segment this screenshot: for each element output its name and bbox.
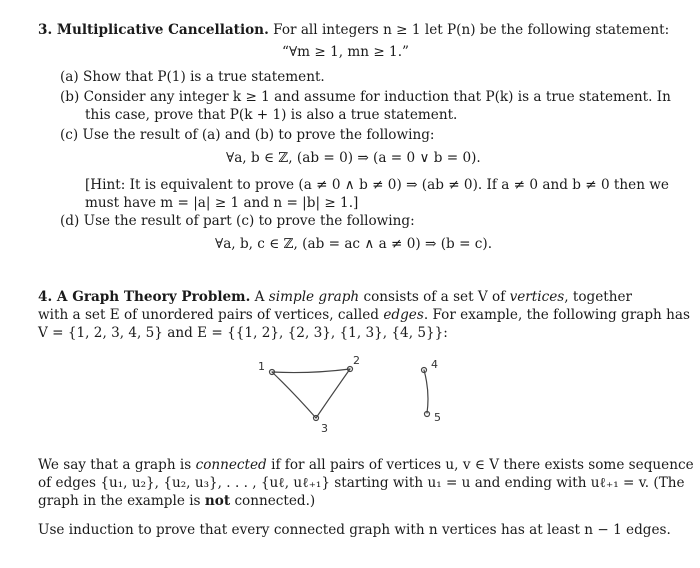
- vertex-label-5: 5: [434, 411, 441, 424]
- definition-line2: of edges {u₁, u₂}, {u₂, u₃}, . . . , {uℓ, uℓ₊₁} starting with u₁ = u and ending with uℓ₊₁ = v. (The: [38, 475, 685, 491]
- problem-4-intro-b: consists of a set V of: [363, 289, 506, 305]
- part-a: (a) Show that P(1) is a true statement.: [60, 69, 325, 85]
- vertex-label-3: 3: [321, 422, 328, 435]
- vertex-label-2: 2: [353, 354, 360, 367]
- definition-line3: [38, 492, 315, 510]
- definition-line3-b: connected.): [234, 493, 316, 509]
- vertices-term: vertices: [509, 289, 565, 305]
- hint-line2: must have m = |a| ≥ 1 and n = |b| ≥ 1.]: [85, 195, 359, 211]
- problem-4-intro-a: A: [254, 289, 265, 305]
- part-d: (d) Use the result of part (c) to prove the following:: [60, 213, 415, 229]
- problem-4-line3: V = {1, 2, 3, 4, 5} and E = {{1, 2}, {2, 3}, {1, 3}, {4, 5}}:: [38, 325, 448, 341]
- edges-term: edges: [383, 307, 424, 323]
- part-b-line1: (b) Consider any integer k ≥ 1 and assume for induction that P(k) is a true statement. In: [60, 89, 671, 105]
- definition-line3-a: graph in the example is: [38, 493, 201, 509]
- problem-3-title: 3. Multiplicative Cancellation.: [38, 22, 269, 38]
- simple-graph-term: simple graph: [268, 289, 360, 305]
- vertex-label-1: 1: [258, 360, 265, 373]
- problem-3-statement: “∀m ≥ 1, mn ≥ 1.”: [282, 44, 409, 60]
- connected-term: connected: [195, 457, 267, 473]
- problem-4-intro-c: , together: [564, 289, 633, 305]
- part-d-formula: ∀a, b, c ∈ ℤ, (ab = ac ∧ a ≠ 0) ⇒ (b = c).: [215, 236, 493, 252]
- problem-4-line2-a: with a set E of unordered pairs of vertices, called: [38, 307, 379, 323]
- edge-2-3: [316, 369, 350, 418]
- vertex-label-4: 4: [431, 358, 438, 371]
- problem-4-title: 4. A Graph Theory Problem.: [38, 289, 251, 305]
- definition-b: if for all pairs of vertices u, v ∈ V there exists some sequence: [271, 457, 694, 473]
- hint-line1: [Hint: It is equivalent to prove (a ≠ 0 ∧ b ≠ 0) ⇒ (ab ≠ 0). If a ≠ 0 and b ≠ 0 then we: [85, 177, 669, 193]
- definition-line1: [38, 456, 694, 474]
- not-emphasis: not: [204, 493, 231, 509]
- part-c: (c) Use the result of (a) and (b) to prove the following:: [60, 127, 435, 143]
- edge-1-3: [272, 372, 316, 418]
- part-b-line2: this case, prove that P(k + 1) is also a true statement.: [85, 107, 458, 123]
- edge-4-5: [424, 370, 428, 413]
- edge-1-2: [272, 369, 350, 373]
- problem-4-line2-b: . For example, the following graph has: [423, 307, 690, 323]
- task-statement: Use induction to prove that every connected graph with n vertices has at least n − 1 edges.: [38, 522, 671, 538]
- part-c-formula: ∀a, b ∈ ℤ, (ab = 0) ⇒ (a = 0 ∨ b = 0).: [226, 150, 481, 166]
- problem-3-intro: For all integers n ≥ 1 let P(n) be the following statement:: [273, 22, 670, 38]
- definition-a: We say that a graph is: [38, 457, 192, 473]
